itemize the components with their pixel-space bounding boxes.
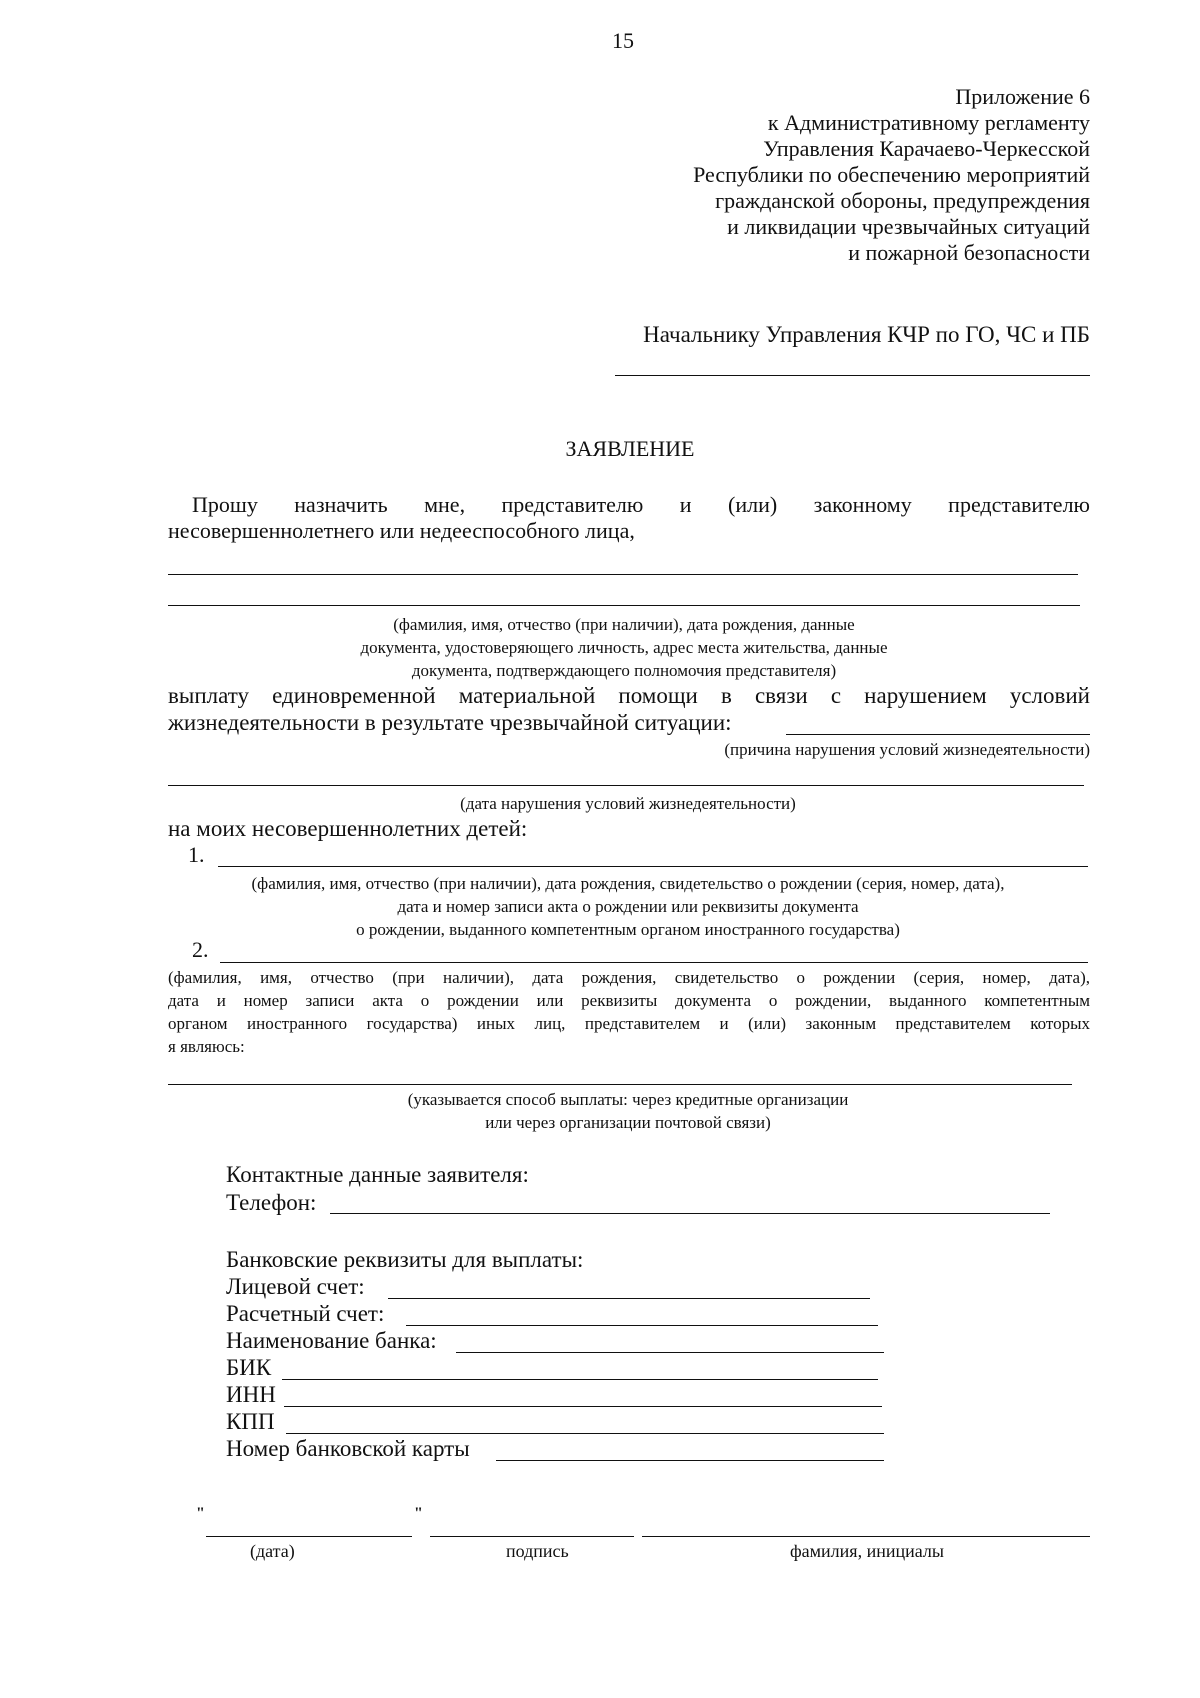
payment-method-hint xyxy=(168,1088,1088,1134)
bik-field[interactable] xyxy=(282,1379,878,1380)
hint-line: (фамилия, имя, отчество (при наличии), дата рождения, свидетельство о рождении (серия, номер, дата), xyxy=(168,968,1090,987)
appendix-line: Управления Карачаево-Черкесской xyxy=(763,136,1090,161)
child-2-hint xyxy=(168,966,1090,1058)
card-number-field[interactable] xyxy=(496,1460,884,1461)
kpp-label: КПП xyxy=(226,1409,275,1434)
name-initials-label: фамилия, инициалы xyxy=(790,1541,944,1561)
hint-line: документа, удостоверяющего личность, адрес места жительства, данные xyxy=(360,638,888,657)
inn-label: ИНН xyxy=(226,1382,276,1407)
applicant-field-1[interactable] xyxy=(168,574,1078,575)
payment-line-1: выплату единовременной материальной помощи в связи с нарушением условий xyxy=(168,683,1090,708)
contacts-heading: Контактные данные заявителя: xyxy=(226,1162,529,1187)
hint-line: о рождении, выданного компетентным органом иностранного государства) xyxy=(356,920,900,939)
child-1-field[interactable] xyxy=(218,866,1088,867)
appendix-line: и пожарной безопасности xyxy=(848,240,1090,265)
date-hint: (дата нарушения условий жизнедеятельности) xyxy=(460,794,796,813)
appendix-line: гражданской обороны, предупреждения xyxy=(715,188,1090,213)
bank-name-label: Наименование банка: xyxy=(226,1328,437,1353)
bik-label: БИК xyxy=(226,1355,272,1380)
appendix-line: Приложение 6 xyxy=(955,84,1090,109)
settlement-account-label: Расчетный счет: xyxy=(226,1301,385,1326)
signature-label: подпись xyxy=(506,1541,569,1561)
hint-line: органом иностранного государства) иных лиц, представителем и (или) законным представителем которых xyxy=(168,1014,1090,1033)
applicant-hint xyxy=(168,613,1080,682)
child-2-field[interactable] xyxy=(220,962,1088,963)
date-quote-open: " xyxy=(196,1505,205,1522)
phone-field[interactable] xyxy=(330,1213,1050,1214)
hint-line: (фамилия, имя, отчество (при наличии), дата рождения, свидетельство о рождении (серия, номер, дата), xyxy=(251,874,1005,893)
bank-name-field[interactable] xyxy=(456,1352,884,1353)
appendix-line: к Административному регламенту xyxy=(767,110,1090,135)
document-title: ЗАЯВЛЕНИЕ xyxy=(565,436,695,461)
child-1-number: 1. xyxy=(188,842,205,867)
signature-field[interactable] xyxy=(430,1536,634,1537)
settlement-account-field[interactable] xyxy=(406,1325,878,1326)
children-heading: на моих несовершеннолетних детей: xyxy=(168,816,528,841)
inn-field[interactable] xyxy=(284,1406,882,1407)
request-line-2: несовершеннолетнего или недееспособного лица, xyxy=(168,518,635,543)
hint-line: документа, подтверждающего полномочия представителя) xyxy=(411,661,837,680)
personal-account-field[interactable] xyxy=(388,1298,870,1299)
hint-line: (фамилия, имя, отчество (при наличии), дата рождения, данные xyxy=(393,615,855,634)
bank-heading: Банковские реквизиты для выплаты: xyxy=(226,1247,584,1272)
date-field[interactable] xyxy=(168,785,1084,786)
reason-field[interactable] xyxy=(786,734,1090,735)
hint-line: (указывается способ выплаты: через кредитные организации xyxy=(407,1090,849,1109)
addressee-field[interactable] xyxy=(615,375,1090,376)
hint-line: или через организации почтовой связи) xyxy=(485,1113,771,1132)
kpp-field[interactable] xyxy=(286,1433,884,1434)
addressee: Начальнику Управления КЧР по ГО, ЧС и ПБ xyxy=(643,322,1090,347)
card-number-label: Номер банковской карты xyxy=(226,1436,470,1461)
name-initials-field[interactable] xyxy=(642,1536,1090,1537)
payment-method-field[interactable] xyxy=(168,1084,1072,1085)
hint-line: дата и номер записи акта о рождении или реквизиты документа о рождении, выданного компетентным xyxy=(168,991,1090,1010)
date-quote-close: " xyxy=(414,1505,423,1522)
request-line-1: Прошу назначить мне, представителю и (или) законному представителю xyxy=(192,492,1090,517)
payment-line-2: жизнедеятельности в результате чрезвычайной ситуации: xyxy=(168,710,732,735)
appendix-line: и ликвидации чрезвычайных ситуаций xyxy=(727,214,1090,239)
child-2-number: 2. xyxy=(192,937,209,962)
phone-label: Телефон: xyxy=(226,1190,317,1215)
hint-line: дата и номер записи акта о рождении или реквизиты документа xyxy=(397,897,859,916)
personal-account-label: Лицевой счет: xyxy=(226,1274,365,1299)
date-label: (дата) xyxy=(250,1541,295,1561)
reason-hint: (причина нарушения условий жизнедеятельности) xyxy=(724,740,1090,759)
date-signature-field[interactable] xyxy=(206,1536,412,1537)
hint-line: я являюсь: xyxy=(168,1037,245,1056)
page-number: 15 xyxy=(612,28,634,53)
applicant-field-2[interactable] xyxy=(168,605,1080,606)
child-1-hint xyxy=(168,872,1088,941)
appendix-header xyxy=(530,84,1090,266)
appendix-line: Республики по обеспечению мероприятий xyxy=(693,162,1090,187)
